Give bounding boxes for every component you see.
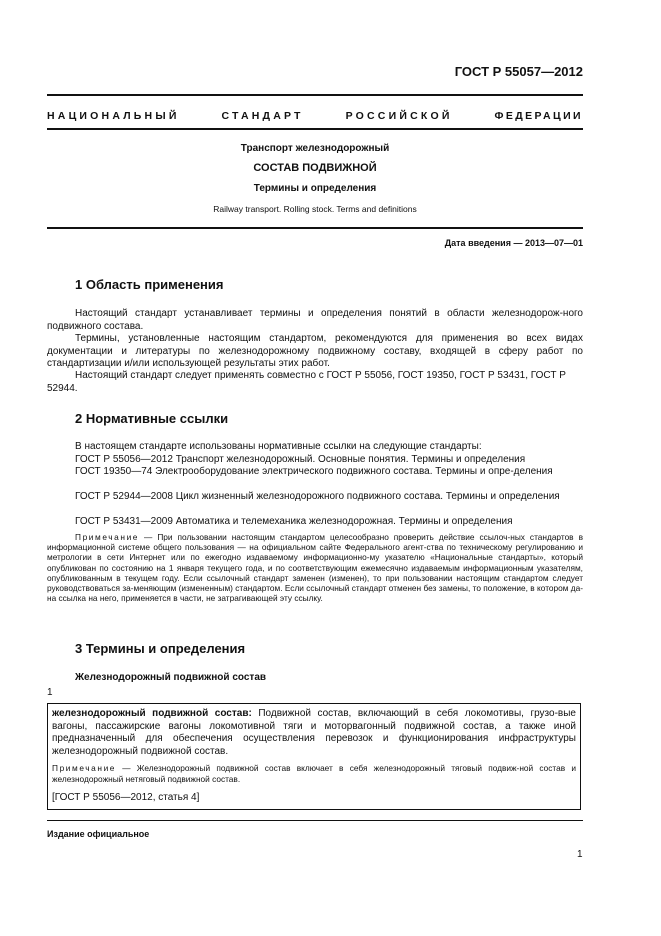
national-standard-banner xyxy=(47,110,583,122)
introduction-date: Дата введения — 2013—07—01 xyxy=(444,238,583,248)
title-rule xyxy=(47,227,583,229)
section-1-paragraph: Настоящий стандарт следует применять совместно с ГОСТ Р 55056, ГОСТ 19350, ГОСТ Р 53431, ГОСТ Р 52944. xyxy=(47,370,566,394)
term-definition-box xyxy=(47,703,581,810)
title-line-3: Термины и определения xyxy=(253,183,377,194)
term-number: 1 xyxy=(47,687,53,698)
footer-rule xyxy=(47,820,583,821)
document-code: ГОСТ Р 55057—2012 xyxy=(454,64,583,79)
banner-word: ФЕДЕРАЦИИ xyxy=(494,110,583,122)
section-2-heading: 2 Нормативные ссылки xyxy=(75,411,229,426)
term-note xyxy=(52,763,576,784)
section-3-heading: 3 Термины и определения xyxy=(75,641,246,656)
term-group-heading: Железнодорожный подвижной состав xyxy=(75,672,267,683)
page-number: 1 xyxy=(577,849,583,860)
banner-word: НАЦИОНАЛЬНЫЙ xyxy=(47,110,180,122)
reference-item: ГОСТ Р 55056—2012 Транспорт железнодорожный. Основные понятия. Термины и определения xyxy=(75,454,526,465)
reference-item: ГОСТ 19350—74 Электрооборудование электрического подвижного состава. Термины и опре-деления xyxy=(75,466,553,477)
term-name: железнодорожный подвижной состав: xyxy=(52,708,252,719)
top-rule xyxy=(47,94,583,96)
term-note-text: — Железнодорожный подвижной состав включает в себя железнодорожный тяговый подвиж-ной состав и железнодорожный нетяговый подвижной состав. xyxy=(52,763,576,784)
banner-rule xyxy=(47,128,583,130)
banner-word: РОССИЙСКОЙ xyxy=(345,110,453,122)
reference-item: ГОСТ Р 52944—2008 Цикл жизненный железнодорожного подвижного состава. Термины и определения xyxy=(75,491,560,502)
banner-word: СТАНДАРТ xyxy=(221,110,304,122)
note-label: Примечание xyxy=(75,532,140,542)
title-line-2: СОСТАВ ПОДВИЖНОЙ xyxy=(253,162,377,174)
reference-item: ГОСТ Р 53431—2009 Автоматика и телемеханика железнодорожная. Термины и определения xyxy=(75,516,513,527)
term-note-label: Примечание xyxy=(52,763,117,773)
official-edition-label: Издание официальное xyxy=(47,829,150,839)
term-definition-text: Подвижной состав, включающий в себя локомотивы, грузо-вые вагоны, пассажирские вагоны локомотивной тяги и моторвагонный подвижной состав, а также иной предназначенный для обеспечения осуществления перевозок и функционирования инфраструктуры железнодорожный подвижной состав. xyxy=(52,708,576,757)
section-2-note xyxy=(47,532,583,603)
term-source: [ГОСТ Р 55056—2012, статья 4] xyxy=(52,792,200,803)
title-english: Railway transport. Rolling stock. Terms and definitions xyxy=(213,204,417,214)
term-definition xyxy=(52,708,576,758)
note-text: — При пользовании настоящим стандартом целесообразно проверить действие ссылоч-ных стандартов в информационной системе общего пользования — на официальном сайте Федерального агент-ства по техническому регулированию и метрологии в сети Интернет или по ежегодно издаваемому информационно-му указателю «Национальные стандарты», который опубликован по состоянию на 1 января текущего года, и по соответствующим ежемесячно издаваемым информационным указателям, опубликованным в текущем году. Если ссылочный стандарт заменен (изменен), то при пользовании настоящим стандартом следует руководствоваться за-меняющим (измененным) стандартом. Если ссылочный стандарт отменен без замены, то положение, в котором да-на ссылка на него, применяется в части, не затрагивающей эту ссылку. xyxy=(47,532,583,604)
section-2-intro: В настоящем стандарте использованы нормативные ссылки на следующие стандарты: xyxy=(75,441,482,452)
section-1-paragraph: Настоящий стандарт устанавливает термины и определения понятий в области железнодорож-ного подвижного состава. xyxy=(47,308,583,332)
section-1-paragraph: Термины, установленные настоящим стандартом, рекомендуются для применения во всех видах документации и литературы по железнодорожному подвижному составу, входящей в сферу работ по стандартизации и/или использующей результаты этих работ. xyxy=(47,333,583,369)
title-line-1: Транспорт железнодорожный xyxy=(240,143,390,154)
section-1-heading: 1 Область применения xyxy=(75,277,224,292)
